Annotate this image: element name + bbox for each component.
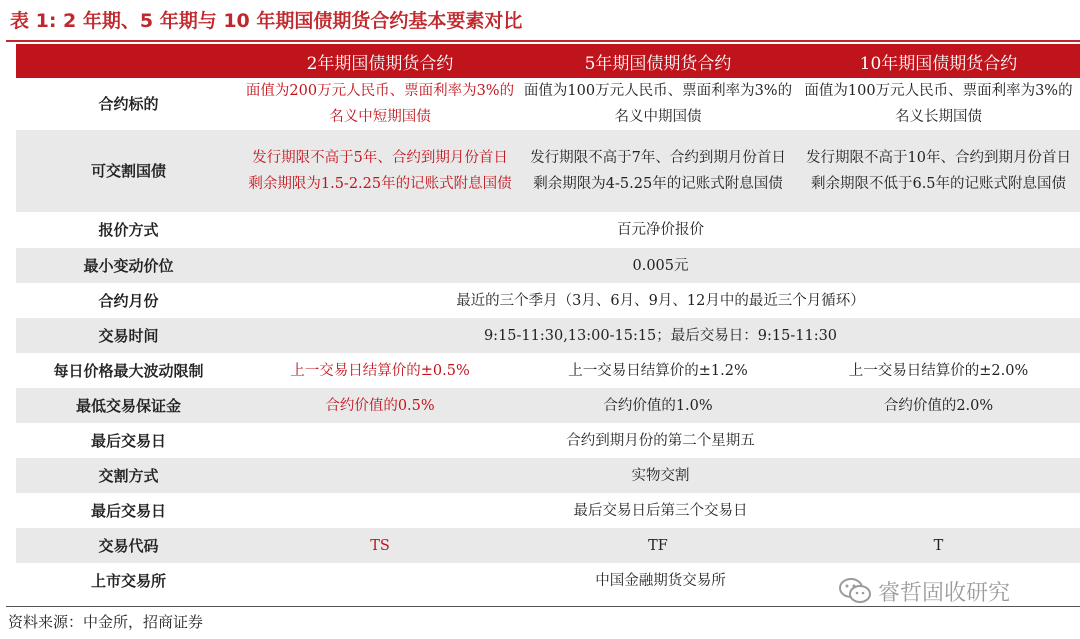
table-cell: 上一交易日结算价的±0.5% (290, 362, 470, 379)
footer-divider (6, 606, 1080, 607)
row-label: 可交割国债 (16, 130, 241, 212)
table-row (16, 458, 1080, 493)
table-row (16, 318, 1080, 353)
table-cell: TS (241, 528, 519, 563)
comparison-table (16, 44, 1080, 598)
table-cell: 发行期限不高于5年、合约到期月份首日剩余期限为1.5-2.25年的记账式附息国债 (241, 130, 519, 212)
row-label: 报价方式 (98, 221, 159, 239)
row-label: 最后交易日 (90, 501, 166, 520)
table-row (16, 130, 1080, 212)
table-row (16, 493, 1080, 528)
table-row (16, 283, 1080, 318)
table-cell: 合约到期月份的第二个星期五 (566, 432, 755, 449)
header-blank (16, 44, 241, 78)
table-row (16, 353, 1080, 388)
table-cell: 百元净价报价 (617, 222, 704, 238)
row-label: 交易代码 (16, 528, 241, 563)
table-row (16, 248, 1080, 283)
wechat-icon (838, 576, 872, 606)
table-row (16, 528, 1080, 563)
table-cell: 合约价值的2.0% (797, 388, 1080, 423)
watermark (838, 574, 1010, 608)
table-cell: 9:15-11:30,13:00-15:15；最后交易日：9:15-11:30 (241, 318, 1080, 353)
table-cell: 中国金融期货交易所 (595, 572, 726, 589)
watermark-text: 睿哲固收研究 (878, 580, 1011, 606)
table-header-row (16, 44, 1080, 78)
table-cell: 面值为100万元人民币、票面利率为3%的名义中期国债 (523, 83, 793, 125)
table-cell: 上一交易日结算价的±1.2% (568, 362, 748, 379)
row-label: 最后交易日 (90, 431, 166, 450)
header-2y: 2年期国债期货合约 (241, 44, 519, 78)
table-cell: 合约价值的0.5% (241, 388, 519, 423)
table-cell: 面值为100万元人民币、票面利率为3%的名义长期国债 (804, 83, 1073, 125)
table-cell: 最近的三个季月（3月、6月、9月、12月中的最近三个月循环） (456, 292, 865, 309)
table-cell: 发行期限不高于10年、合约到期月份首日剩余期限不低于6.5年的记账式附息国债 (797, 130, 1080, 212)
row-label: 合约月份 (98, 291, 159, 310)
table-title: 表 1: 2 年期、5 年期与 10 年期国债期货合约基本要素对比 (10, 10, 523, 32)
table-cell: T (797, 528, 1080, 563)
header-10y: 10年期国债期货合约 (797, 44, 1080, 78)
table-cell: 发行期限不高于7年、合约到期月份首日剩余期限为4-5.25年的记账式附息国债 (519, 130, 797, 212)
row-label: 最小变动价位 (16, 248, 241, 283)
table-row (16, 423, 1080, 458)
row-label: 最低交易保证金 (16, 388, 241, 423)
row-label: 合约标的 (98, 95, 159, 113)
table-row (16, 212, 1080, 248)
table-row (16, 388, 1080, 423)
table-cell: 最后交易日后第三个交易日 (573, 502, 748, 519)
source-note: 资料来源：中金所，招商证券 (8, 613, 204, 631)
table-cell: 面值为200万元人民币、票面利率为3%的名义中短期国债 (245, 83, 515, 125)
table-row (16, 78, 1080, 130)
table-cell: TF (519, 528, 797, 563)
title-divider (6, 40, 1080, 42)
row-label: 交割方式 (16, 458, 241, 493)
row-label: 每日价格最大波动限制 (53, 361, 204, 380)
table-cell: 合约价值的1.0% (519, 388, 797, 423)
table-cell: 0.005元 (241, 248, 1080, 283)
table-cell: 上一交易日结算价的±2.0% (848, 362, 1029, 379)
row-label: 上市交易所 (90, 571, 166, 590)
row-label: 交易时间 (16, 318, 241, 353)
table-cell: 实物交割 (241, 458, 1080, 493)
header-5y: 5年期国债期货合约 (519, 44, 797, 78)
